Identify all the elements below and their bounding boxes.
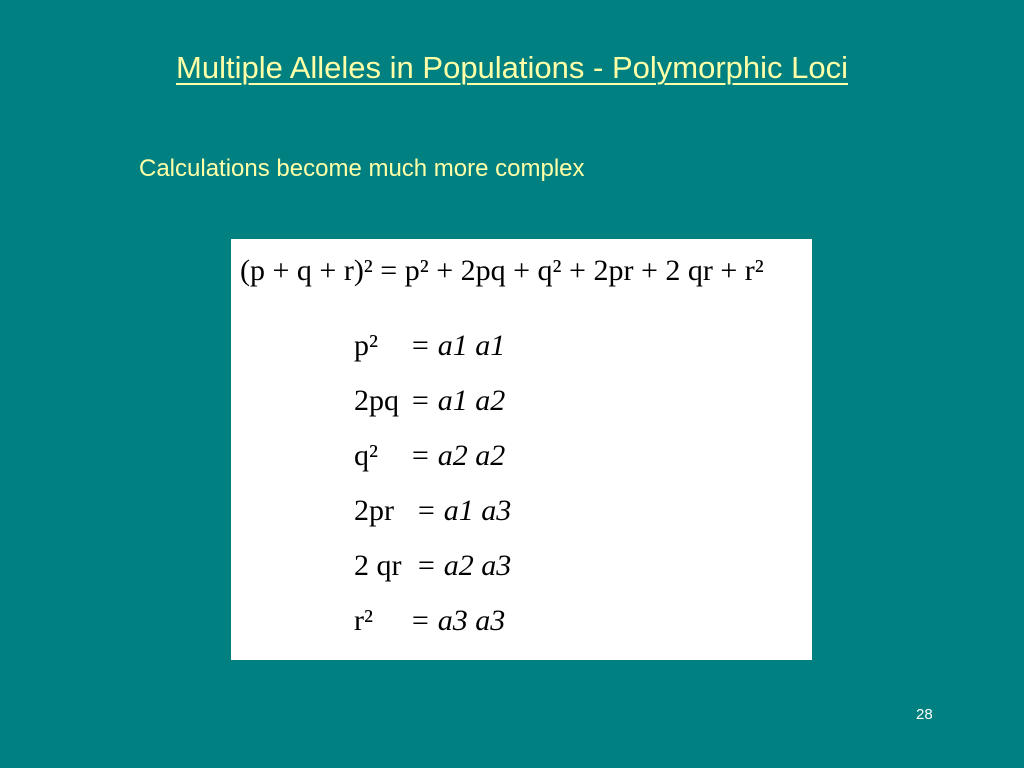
genotype-term: r² bbox=[354, 604, 373, 637]
genotype-value: = a1 a3 bbox=[416, 494, 512, 527]
genotype-row bbox=[354, 546, 511, 586]
genotype-row bbox=[354, 601, 505, 641]
genotype-term: 2pq bbox=[354, 384, 399, 417]
genotype-row bbox=[354, 436, 505, 476]
genotype-value: = a1 a1 bbox=[410, 329, 506, 362]
main-equation: (p + q + r)² = p² + 2pq + q² + 2pr + 2 qr + r² bbox=[240, 254, 764, 287]
genotype-term: q² bbox=[354, 439, 378, 472]
formula-box bbox=[231, 239, 812, 660]
genotype-value: = a1 a2 bbox=[410, 384, 506, 417]
genotype-row bbox=[354, 326, 505, 366]
page-number: 28 bbox=[916, 706, 933, 723]
genotype-term: 2 qr bbox=[354, 549, 402, 582]
genotype-row bbox=[354, 381, 505, 421]
slide-title: Multiple Alleles in Populations - Polymorphic Loci bbox=[176, 50, 848, 85]
genotype-row bbox=[354, 491, 511, 531]
genotype-term: 2pr bbox=[354, 494, 394, 527]
genotype-term: p² bbox=[354, 329, 378, 362]
slide-subtitle: Calculations become much more complex bbox=[139, 155, 585, 182]
genotype-value: = a2 a2 bbox=[410, 439, 506, 472]
genotype-value: = a2 a3 bbox=[416, 549, 512, 582]
genotype-value: = a3 a3 bbox=[410, 604, 506, 637]
